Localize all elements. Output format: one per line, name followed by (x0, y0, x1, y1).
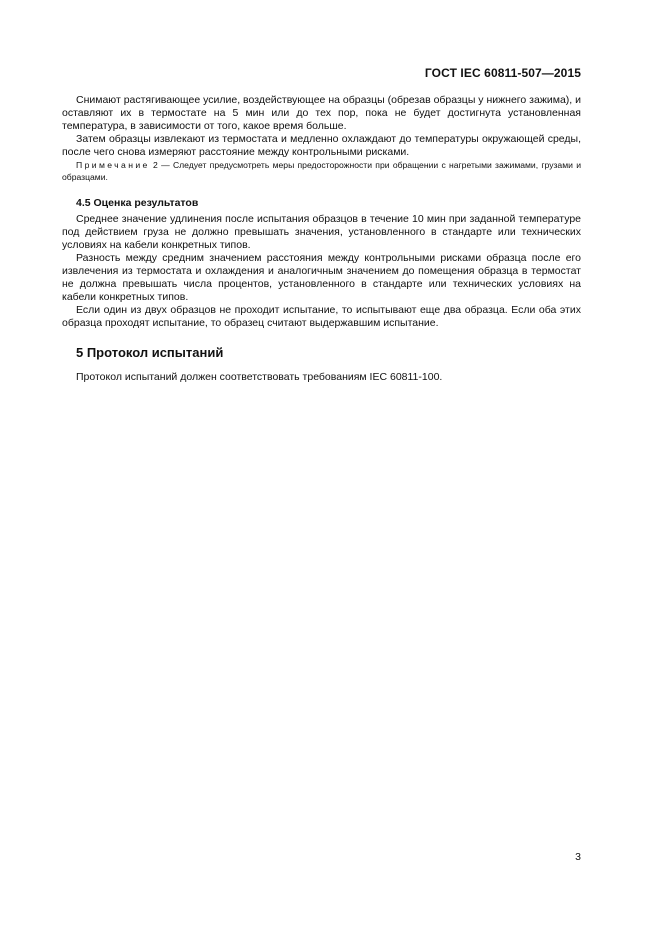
page-content (62, 94, 581, 384)
paragraph: Снимают растягивающее усилие, воздействующее на образцы (обрезав образцы у нижнего зажима), и оставляют их в термостате на 5 мин или до тех пор, пока не будет достигнута установленная температура, в зависимости от того, какое время больше. (62, 94, 581, 132)
note (62, 159, 581, 183)
paragraph: Разность между средним значением расстояния между контрольными рисками образца после его извлечения из термостата и охлаждения и аналогичным значением до помещения образца в термостат не должна превышать числа процентов, установленного в стандарте или технических условиях на кабели конкретных типов. (62, 252, 581, 303)
paragraph: Если один из двух образцов не проходит испытание, то испытывают еще два образца. Если оба этих образца проходят испытание, то образец считают выдержавшим испытание. (62, 304, 581, 329)
document-code-header: ГОСТ IEC 60811-507—2015 (424, 66, 581, 80)
note-label: Примечание (76, 160, 150, 170)
section-heading-4-5: 4.5 Оценка результатов (76, 197, 199, 209)
page-number: 3 (575, 851, 581, 863)
section-heading-5: 5 Протокол испытаний (76, 345, 224, 360)
paragraph: Затем образцы извлекают из термостата и медленно охлаждают до температуры окружающей среды, после чего снова измеряют расстояние между контрольными рисками. (62, 133, 581, 158)
paragraph: Протокол испытаний должен соответствовать требованиям IEC 60811-100. (76, 371, 443, 383)
paragraph: Среднее значение удлинения после испытания образцов в течение 10 мин при заданной температуре под действием груза не должно превышать значения, установленного в стандарте или технических условиях на кабели конкретных типов. (62, 213, 581, 251)
note-text: 2 — Следует предусмотреть меры предосторожности при обращении с нагретыми зажимами, грузами и образцами. (62, 160, 581, 182)
